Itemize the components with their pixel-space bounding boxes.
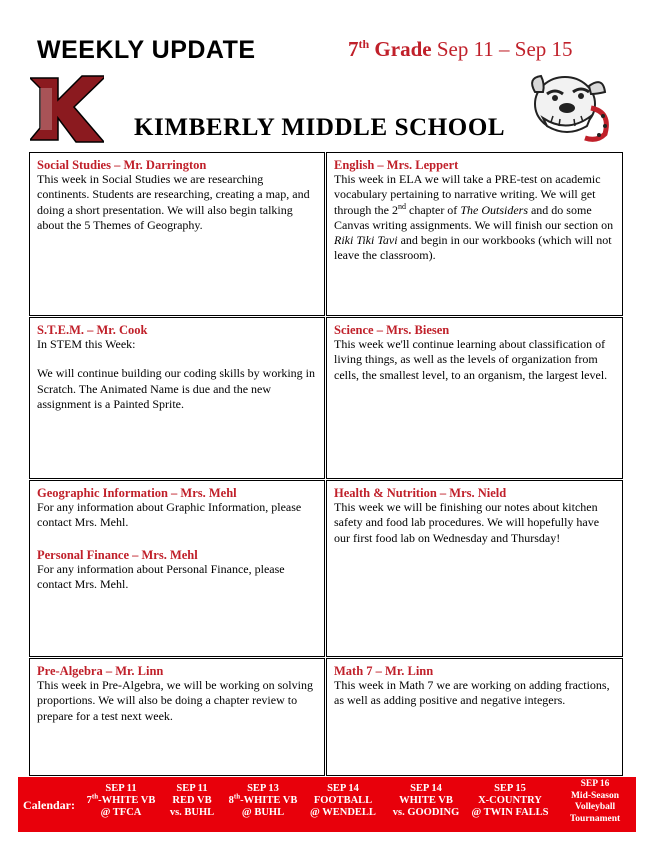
calendar-event-date: SEP 11 [105,783,137,794]
english-book-title-1: The Outsiders [460,202,528,217]
calendar-event [558,779,632,825]
calendar-event [82,783,160,819]
calendar-event-location: @ WENDELL [310,807,376,818]
grade-word: Grade [374,37,432,61]
grade-number: 7 [348,37,359,61]
calendar-event [304,783,382,819]
finance-heading: Personal Finance – Mrs. Mehl [37,547,198,562]
calendar-event-date: SEP 14 [410,783,442,794]
stem-heading: S.T.E.M. – Mr. Cook [37,323,148,337]
health-heading: Health & Nutrition – Mrs. Nield [334,486,507,500]
calendar-event [158,783,226,819]
calendar-event-title-a: 7 [86,795,92,806]
english-text-part2: chapter of [406,202,461,217]
calendar-event-title: FOOTBALL [313,795,373,806]
prealgebra-text: This week in Pre-Algebra, we will be working on solving proportions. We will also be doing a chapter review to prepare for a test next week. [37,678,313,723]
calendar-event [224,783,302,819]
mehl-box [29,480,325,657]
science-text: This week we'll continue learning about classification of living things, as well as the levels of organization from cells, the smallest level, to an organism, the largest level. [334,337,608,382]
prealgebra-box [29,658,325,776]
social-studies-box [29,152,325,316]
school-k-logo [30,74,104,144]
grade-date-range [348,37,573,62]
stem-box [29,317,325,479]
social-studies-text: This week in Social Studies we are researching continents. Students are researching, creating a map, and doing a short presentation. We will also begin talking about the 5 Themes of Geography. [37,172,310,232]
science-box [326,317,623,479]
finance-text: For any information about Personal Finance, please contact Mrs. Mehl. [37,561,285,591]
calendar-event-date: SEP 16 [580,779,610,789]
english-box [326,152,623,316]
english-text-part4: and begin in our workbooks (which will not leave the classroom). [334,233,612,263]
calendar-event-date: SEP 13 [247,783,279,794]
calendar-event-location: vs. BUHL [169,807,215,818]
science-heading: Science – Mrs. Biesen [334,323,450,337]
calendar-event-title-b: -WHITE VB [240,795,298,806]
stem-text: We will continue building our coding skills by working in Scratch. The Animated Name is due and the new assignment is a Painted Sprite. [37,366,316,411]
calendar-event-date: SEP 11 [176,783,208,794]
calendar-event [466,783,554,819]
calendar-event-location: @ TWIN FALLS [471,807,549,818]
calendar-event-title: Tournament [569,813,621,824]
calendar-label: Calendar: [23,798,75,812]
geographic-text: For any information about Graphic Information, please contact Mrs. Mehl. [37,500,302,530]
calendar-event-date: SEP 15 [494,783,526,794]
calendar-event-title: X-COUNTRY [478,795,542,806]
english-sup: nd [398,201,406,211]
calendar-event-title-a: 8 [228,795,234,806]
calendar-event-title-sup: th [233,792,241,801]
calendar-event-date: SEP 14 [327,783,359,794]
english-text-part1: This week in ELA we will take a PRE-test on academic vocabulary pertaining to narrative writing. We will get through the 2 [334,172,601,217]
math7-heading: Math 7 – Mr. Linn [334,664,434,678]
date-range: Sep 11 – Sep 15 [436,37,573,61]
english-heading: English – Mrs. Leppert [334,158,459,172]
prealgebra-heading: Pre-Algebra – Mr. Linn [37,664,164,678]
english-book-title-2: Riki Tiki Tavi [334,233,398,248]
calendar-event-title-sup: th [91,792,99,801]
health-text: This week we will be finishing our notes about kitchen safety and food lab procedures. We will hopefully have our first food lab on Wednesday and Thursday! [334,500,600,545]
calendar-event-title: Mid-Season [570,790,620,801]
geographic-heading: Geographic Information – Mrs. Mehl [37,486,237,500]
grade-suffix: th [358,37,370,51]
math7-text: This week in Math 7 we are working on adding fractions, as well as adding positive and negative integers. [334,678,610,708]
calendar-event-title: WHITE VB [399,795,453,806]
stem-intro: In STEM this Week: [37,337,136,351]
calendar-event-title: Volleyball [574,802,616,812]
english-text [334,172,615,264]
school-name: KIMBERLY MIDDLE SCHOOL [134,114,506,141]
calendar-event [386,783,466,819]
calendar-bar [18,777,636,832]
calendar-event-title [82,792,160,807]
calendar-event-title-b: -WHITE VB [98,795,156,806]
english-text-part3: and do some Canvas writing assignments. We will finish our section on [334,202,614,232]
calendar-event-title [224,792,302,807]
calendar-event-location: @ TFCA [100,807,142,818]
social-studies-heading: Social Studies – Mr. Darrington [37,158,207,172]
calendar-event-location: @ BUHL [241,807,285,818]
math7-box [326,658,623,776]
health-box [326,480,623,657]
bulldog-mascot-icon [519,64,615,148]
calendar-event-location: vs. GOODING [392,807,460,818]
page-title: WEEKLY UPDATE [37,36,256,64]
calendar-event-title: RED VB [172,795,212,806]
